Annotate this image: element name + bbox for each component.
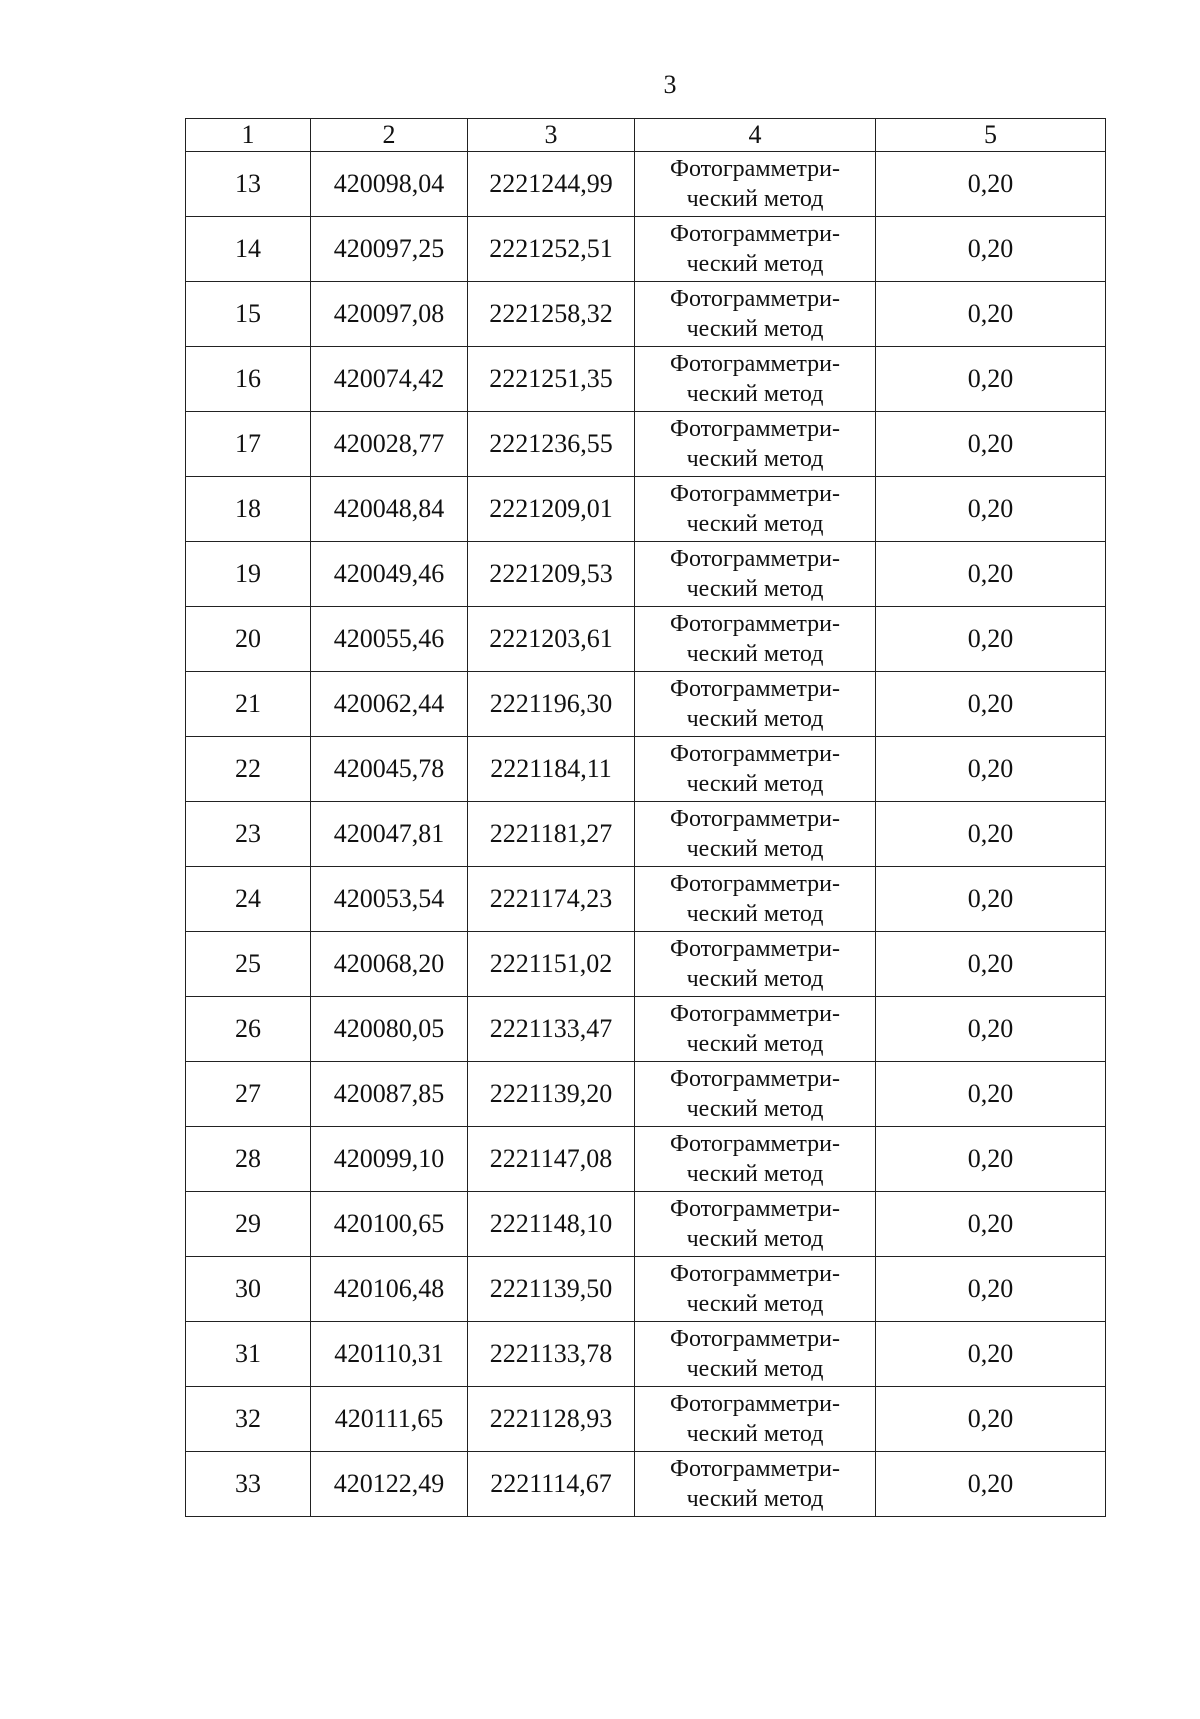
point-number: 17 — [186, 412, 311, 477]
table-row — [186, 412, 1106, 477]
y-coordinate: 2221209,53 — [468, 542, 635, 607]
point-number: 29 — [186, 1192, 311, 1257]
x-coordinate: 420080,05 — [311, 997, 468, 1062]
method-line-1: Фотограмметри- — [670, 1456, 840, 1482]
point-number: 26 — [186, 997, 311, 1062]
page-number: 3 — [663, 70, 677, 99]
method-cell — [635, 412, 876, 477]
table-row — [186, 672, 1106, 737]
point-number: 18 — [186, 477, 311, 542]
method-line-2: ческий метод — [686, 966, 824, 992]
y-coordinate: 2221151,02 — [468, 932, 635, 997]
y-coordinate: 2221184,11 — [468, 737, 635, 802]
accuracy-value: 0,20 — [876, 1452, 1106, 1517]
y-coordinate: 2221133,47 — [468, 997, 635, 1062]
accuracy-value: 0,20 — [876, 737, 1106, 802]
method-line-2: ческий метод — [686, 381, 824, 407]
method-cell — [635, 802, 876, 867]
table-row — [186, 1192, 1106, 1257]
table-row — [186, 217, 1106, 282]
point-number: 31 — [186, 1322, 311, 1387]
method-cell — [635, 542, 876, 607]
x-coordinate: 420062,44 — [311, 672, 468, 737]
point-number: 24 — [186, 867, 311, 932]
x-coordinate: 420106,48 — [311, 1257, 468, 1322]
point-number: 30 — [186, 1257, 311, 1322]
method-line-2: ческий метод — [686, 186, 824, 212]
x-coordinate: 420055,46 — [311, 607, 468, 672]
method-cell — [635, 672, 876, 737]
method-cell — [635, 152, 876, 217]
x-coordinate: 420122,49 — [311, 1452, 468, 1517]
point-number: 28 — [186, 1127, 311, 1192]
method-line-2: ческий метод — [686, 446, 824, 472]
table-body — [186, 152, 1106, 1517]
method-cell — [635, 217, 876, 282]
method-line-2: ческий метод — [686, 1226, 824, 1252]
method-line-1: Фотограмметри- — [670, 806, 840, 832]
method-line-1: Фотограмметри- — [670, 416, 840, 442]
accuracy-value: 0,20 — [876, 672, 1106, 737]
method-line-1: Фотограмметри- — [670, 1131, 840, 1157]
accuracy-value: 0,20 — [876, 347, 1106, 412]
accuracy-value: 0,20 — [876, 932, 1106, 997]
method-line-2: ческий метод — [686, 1096, 824, 1122]
method-cell — [635, 1127, 876, 1192]
method-cell — [635, 867, 876, 932]
y-coordinate: 2221139,20 — [468, 1062, 635, 1127]
table-row — [186, 1257, 1106, 1322]
point-number: 16 — [186, 347, 311, 412]
method-line-2: ческий метод — [686, 901, 824, 927]
table-header-row — [186, 119, 1106, 152]
method-line-2: ческий метод — [686, 771, 824, 797]
method-line-2: ческий метод — [686, 1291, 824, 1317]
table-row — [186, 1387, 1106, 1452]
method-line-2: ческий метод — [686, 1161, 824, 1187]
x-coordinate: 420045,78 — [311, 737, 468, 802]
method-line-1: Фотограмметри- — [670, 481, 840, 507]
accuracy-value: 0,20 — [876, 867, 1106, 932]
y-coordinate: 2221244,99 — [468, 152, 635, 217]
accuracy-value: 0,20 — [876, 997, 1106, 1062]
method-line-1: Фотограмметри- — [670, 1196, 840, 1222]
table-row — [186, 737, 1106, 802]
y-coordinate: 2221133,78 — [468, 1322, 635, 1387]
method-line-1: Фотограмметри- — [670, 1001, 840, 1027]
point-number: 27 — [186, 1062, 311, 1127]
method-cell — [635, 1322, 876, 1387]
method-line-2: ческий метод — [686, 511, 824, 537]
x-coordinate: 420111,65 — [311, 1387, 468, 1452]
table-row — [186, 1062, 1106, 1127]
y-coordinate: 2221114,67 — [468, 1452, 635, 1517]
x-coordinate: 420098,04 — [311, 152, 468, 217]
accuracy-value: 0,20 — [876, 1127, 1106, 1192]
method-cell — [635, 282, 876, 347]
method-line-1: Фотограмметри- — [670, 1326, 840, 1352]
column-header: 5 — [876, 119, 1106, 152]
method-cell — [635, 477, 876, 542]
x-coordinate: 420048,84 — [311, 477, 468, 542]
table-row — [186, 152, 1106, 217]
x-coordinate: 420049,46 — [311, 542, 468, 607]
method-line-1: Фотограмметри- — [670, 286, 840, 312]
method-line-2: ческий метод — [686, 1031, 824, 1057]
method-line-1: Фотограмметри- — [670, 741, 840, 767]
method-line-2: ческий метод — [686, 641, 824, 667]
accuracy-value: 0,20 — [876, 282, 1106, 347]
point-number: 13 — [186, 152, 311, 217]
method-line-1: Фотограмметри- — [670, 546, 840, 572]
y-coordinate: 2221236,55 — [468, 412, 635, 477]
point-number: 20 — [186, 607, 311, 672]
y-coordinate: 2221148,10 — [468, 1192, 635, 1257]
column-header: 3 — [468, 119, 635, 152]
method-line-2: ческий метод — [686, 316, 824, 342]
accuracy-value: 0,20 — [876, 607, 1106, 672]
table-row — [186, 1452, 1106, 1517]
x-coordinate: 420099,10 — [311, 1127, 468, 1192]
accuracy-value: 0,20 — [876, 152, 1106, 217]
method-line-2: ческий метод — [686, 836, 824, 862]
column-header: 2 — [311, 119, 468, 152]
x-coordinate: 420028,77 — [311, 412, 468, 477]
accuracy-value: 0,20 — [876, 542, 1106, 607]
method-line-1: Фотограмметри- — [670, 676, 840, 702]
point-number: 25 — [186, 932, 311, 997]
method-line-1: Фотограмметри- — [670, 1391, 840, 1417]
method-line-1: Фотограмметри- — [670, 1261, 840, 1287]
accuracy-value: 0,20 — [876, 412, 1106, 477]
column-header: 4 — [635, 119, 876, 152]
table-row — [186, 997, 1106, 1062]
accuracy-value: 0,20 — [876, 1322, 1106, 1387]
method-line-1: Фотограмметри- — [670, 351, 840, 377]
method-line-2: ческий метод — [686, 706, 824, 732]
y-coordinate: 2221181,27 — [468, 802, 635, 867]
coordinates-table — [185, 118, 1106, 1517]
method-cell — [635, 1257, 876, 1322]
point-number: 21 — [186, 672, 311, 737]
method-cell — [635, 1387, 876, 1452]
method-line-1: Фотограмметри- — [670, 156, 840, 182]
method-cell — [635, 737, 876, 802]
point-number: 15 — [186, 282, 311, 347]
x-coordinate: 420110,31 — [311, 1322, 468, 1387]
x-coordinate: 420053,54 — [311, 867, 468, 932]
x-coordinate: 420100,65 — [311, 1192, 468, 1257]
accuracy-value: 0,20 — [876, 1387, 1106, 1452]
table-row — [186, 802, 1106, 867]
x-coordinate: 420097,25 — [311, 217, 468, 282]
accuracy-value: 0,20 — [876, 1062, 1106, 1127]
point-number: 22 — [186, 737, 311, 802]
method-cell — [635, 1192, 876, 1257]
accuracy-value: 0,20 — [876, 1192, 1106, 1257]
x-coordinate: 420074,42 — [311, 347, 468, 412]
y-coordinate: 2221196,30 — [468, 672, 635, 737]
x-coordinate: 420047,81 — [311, 802, 468, 867]
point-number: 14 — [186, 217, 311, 282]
table-row — [186, 347, 1106, 412]
table-row — [186, 542, 1106, 607]
method-cell — [635, 347, 876, 412]
method-line-1: Фотограмметри- — [670, 936, 840, 962]
y-coordinate: 2221128,93 — [468, 1387, 635, 1452]
table-row — [186, 932, 1106, 997]
method-line-1: Фотограмметри- — [670, 221, 840, 247]
x-coordinate: 420087,85 — [311, 1062, 468, 1127]
table-row — [186, 477, 1106, 542]
method-line-1: Фотограмметри- — [670, 611, 840, 637]
method-cell — [635, 932, 876, 997]
method-line-2: ческий метод — [686, 1486, 824, 1512]
y-coordinate: 2221251,35 — [468, 347, 635, 412]
point-number: 32 — [186, 1387, 311, 1452]
y-coordinate: 2221174,23 — [468, 867, 635, 932]
point-number: 23 — [186, 802, 311, 867]
accuracy-value: 0,20 — [876, 477, 1106, 542]
y-coordinate: 2221203,61 — [468, 607, 635, 672]
y-coordinate: 2221258,32 — [468, 282, 635, 347]
accuracy-value: 0,20 — [876, 217, 1106, 282]
method-line-1: Фотограмметри- — [670, 1066, 840, 1092]
method-line-2: ческий метод — [686, 576, 824, 602]
method-cell — [635, 997, 876, 1062]
y-coordinate: 2221147,08 — [468, 1127, 635, 1192]
x-coordinate: 420097,08 — [311, 282, 468, 347]
column-header: 1 — [186, 119, 311, 152]
accuracy-value: 0,20 — [876, 802, 1106, 867]
table-row — [186, 282, 1106, 347]
table-row — [186, 607, 1106, 672]
method-cell — [635, 1062, 876, 1127]
method-cell — [635, 1452, 876, 1517]
table-row — [186, 1127, 1106, 1192]
table-row — [186, 1322, 1106, 1387]
accuracy-value: 0,20 — [876, 1257, 1106, 1322]
x-coordinate: 420068,20 — [311, 932, 468, 997]
table-row — [186, 867, 1106, 932]
method-line-1: Фотограмметри- — [670, 871, 840, 897]
method-line-2: ческий метод — [686, 1421, 824, 1447]
y-coordinate: 2221252,51 — [468, 217, 635, 282]
method-line-2: ческий метод — [686, 1356, 824, 1382]
y-coordinate: 2221209,01 — [468, 477, 635, 542]
point-number: 19 — [186, 542, 311, 607]
method-line-2: ческий метод — [686, 251, 824, 277]
point-number: 33 — [186, 1452, 311, 1517]
method-cell — [635, 607, 876, 672]
y-coordinate: 2221139,50 — [468, 1257, 635, 1322]
